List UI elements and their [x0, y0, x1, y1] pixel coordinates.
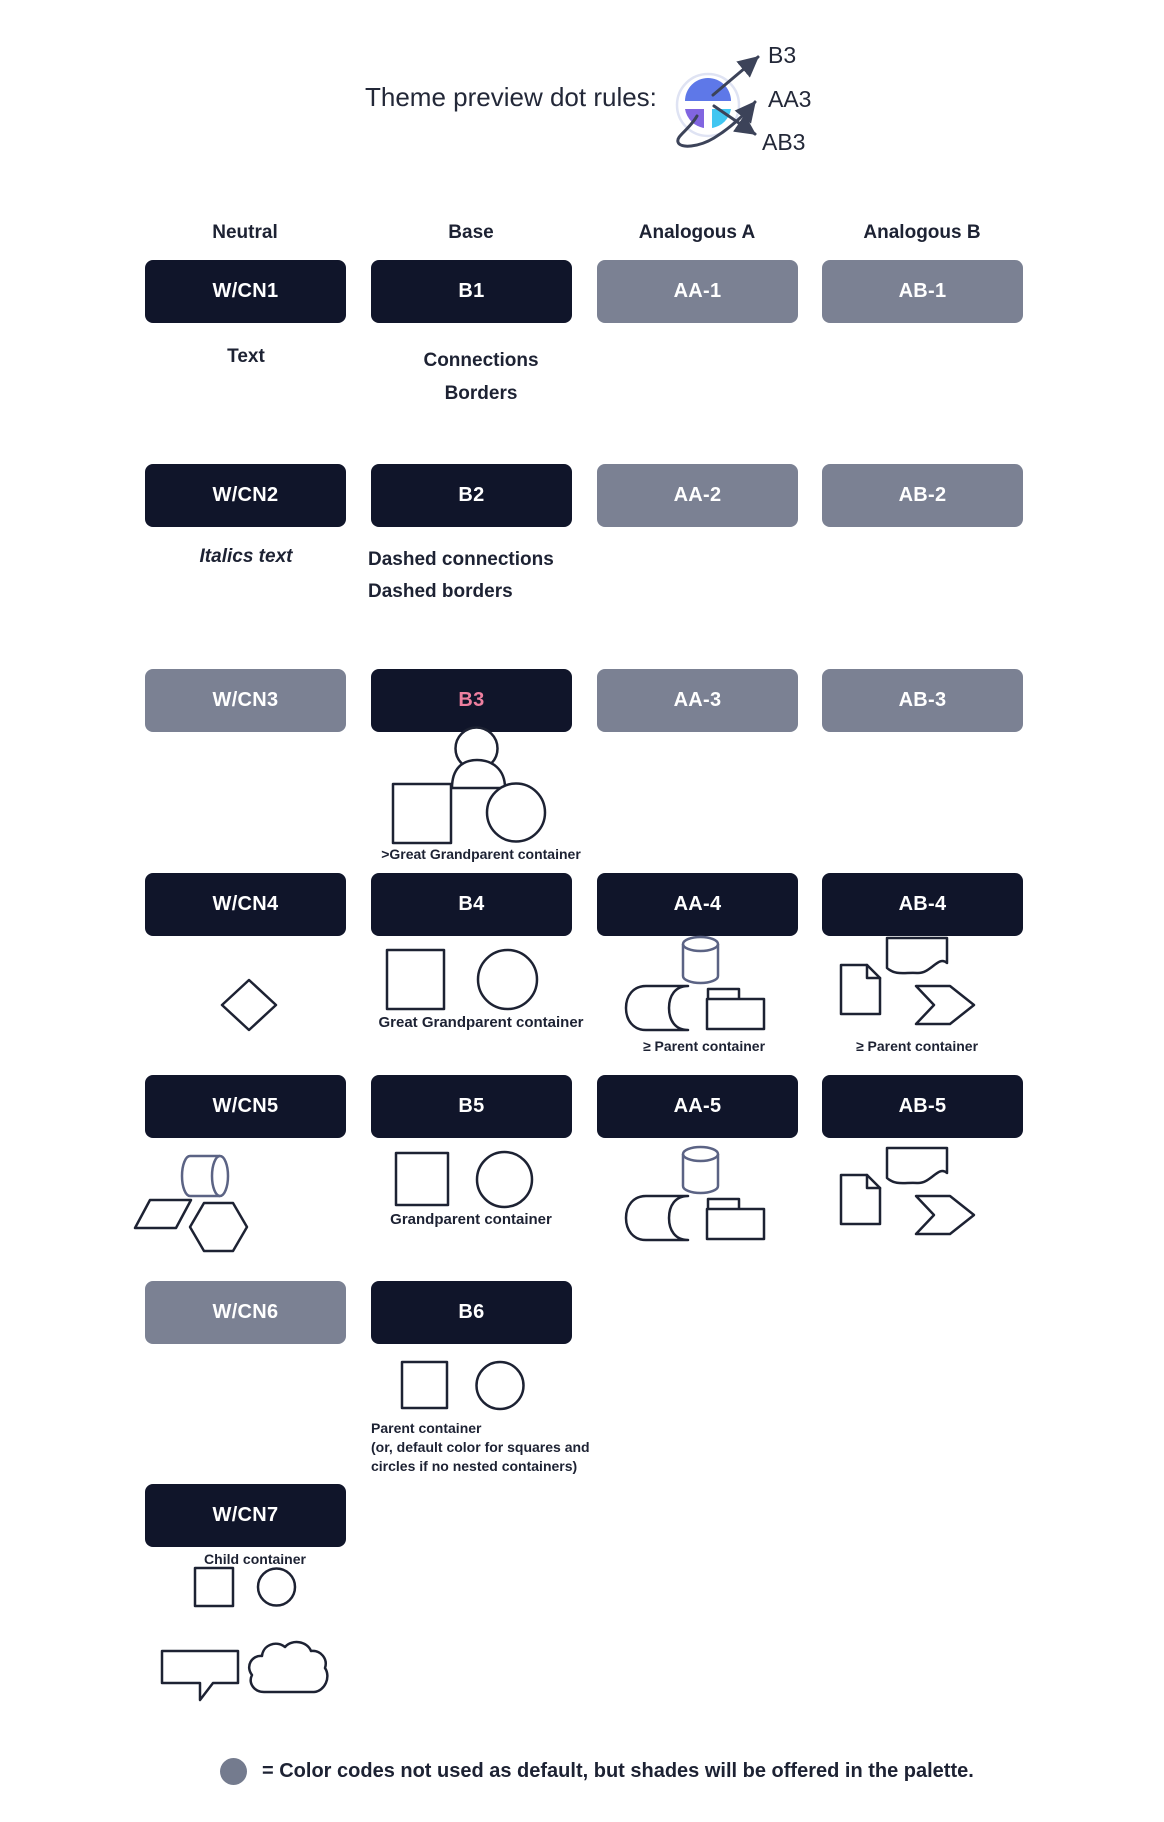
tab-icon-2	[708, 1199, 739, 1210]
caption-child-container: Child container	[204, 1551, 306, 1567]
cylinder-icon	[683, 944, 718, 983]
square-icon-wcn7	[195, 1568, 233, 1606]
swatch-b3: B3	[371, 669, 572, 732]
page-title: Theme preview dot rules:	[365, 82, 657, 112]
chevron-icon-2	[916, 1196, 974, 1234]
swatch-ab5: AB-5	[822, 1075, 1023, 1138]
stored-data-icon-2	[626, 1196, 688, 1240]
cloud-icon	[249, 1642, 327, 1692]
square-icon-b3	[393, 784, 451, 843]
horizontal-cylinder-cap-icon	[212, 1156, 228, 1196]
caption-great-grandparent: Great Grandparent container	[378, 1014, 584, 1031]
caption-dashed-connections: Dashed connections	[368, 549, 554, 570]
arrow-to-aa3	[678, 102, 755, 146]
arrow-to-b3	[713, 57, 758, 95]
swatch-aa4: AA-4	[597, 873, 798, 936]
horizontal-cylinder-icon	[182, 1156, 220, 1196]
swatch-b4: B4	[371, 873, 572, 936]
swatch-ab1: AB-1	[822, 260, 1023, 323]
caption-ge-parent-ab: ≥ Parent container	[855, 1038, 979, 1054]
swatch-b1: B1	[371, 260, 572, 323]
stored-data-icon	[626, 986, 688, 1030]
chevron-icon	[916, 986, 974, 1024]
caption-connections: Connections	[423, 350, 539, 371]
caption-text: Text	[227, 346, 265, 367]
diamond-icon	[222, 980, 276, 1030]
swatch-wcn5: W/CN5	[145, 1075, 346, 1138]
arrow-to-ab3	[714, 106, 755, 134]
dot-ring	[677, 74, 739, 136]
person-head-icon	[456, 728, 498, 770]
document-fold-icon	[867, 965, 880, 978]
caption-italics-text: Italics text	[199, 546, 293, 567]
wavy-document-icon	[887, 938, 947, 973]
caption-parent-line2: (or, default color for squares and	[371, 1439, 590, 1455]
caption-grandparent: Grandparent container	[390, 1211, 552, 1228]
speech-bubble-icon	[162, 1651, 238, 1700]
circle-icon-wcn7	[258, 1569, 295, 1606]
legend-text: = Color codes not used as default, but shades will be offered in the palette.	[262, 1760, 974, 1782]
swatch-aa5: AA-5	[597, 1075, 798, 1138]
tabbed-rect-icon	[707, 999, 764, 1029]
square-icon-b6	[402, 1362, 447, 1408]
dot-label-b3: B3	[768, 42, 797, 68]
square-icon-b5	[396, 1153, 448, 1205]
circle-icon-b3	[487, 784, 545, 842]
caption-borders: Borders	[444, 383, 518, 404]
person-shoulders-icon	[452, 760, 505, 788]
document-icon-2	[841, 1175, 880, 1224]
swatch-aa2: AA-2	[597, 464, 798, 527]
hexagon-icon	[190, 1203, 247, 1251]
swatch-b5: B5	[371, 1075, 572, 1138]
circle-icon-b4	[478, 950, 537, 1009]
tabbed-rect-icon-2	[707, 1209, 764, 1239]
swatch-wcn2: W/CN2	[145, 464, 346, 527]
swatch-ab2: AB-2	[822, 464, 1023, 527]
swatch-b2: B2	[371, 464, 572, 527]
swatch-aa3: AA-3	[597, 669, 798, 732]
swatch-aa1: AA-1	[597, 260, 798, 323]
circle-icon-b6	[477, 1362, 524, 1409]
swatch-ab3: AB-3	[822, 669, 1023, 732]
swatch-wcn3: W/CN3	[145, 669, 346, 732]
caption-dashed	[368, 544, 554, 608]
swatch-b6: B6	[371, 1281, 572, 1344]
dot-label-ab3: AB3	[762, 129, 806, 155]
caption-connections-borders	[423, 344, 538, 410]
circle-icon-b5	[477, 1152, 532, 1207]
dot-segment-top	[685, 78, 731, 101]
caption-parent	[371, 1419, 590, 1476]
wavy-document-icon-2	[887, 1148, 947, 1183]
column-header-analogous-b: Analogous B	[863, 222, 981, 243]
document-fold-icon-2	[867, 1175, 880, 1188]
caption-parent-line1: Parent container	[371, 1420, 482, 1436]
dot-label-aa3: AA3	[768, 86, 812, 112]
dot-segment-bottom-left	[685, 109, 704, 128]
column-header-analogous-a: Analogous A	[638, 222, 756, 243]
caption-parent-line3: circles if no nested containers)	[371, 1458, 578, 1474]
cylinder-top-icon	[683, 937, 718, 951]
swatch-wcn6: W/CN6	[145, 1281, 346, 1344]
swatch-wcn7: W/CN7	[145, 1484, 346, 1547]
caption-ge-parent-aa: ≥ Parent container	[642, 1038, 766, 1054]
legend-color-dot	[220, 1758, 247, 1785]
cylinder-top-icon-2	[683, 1147, 718, 1161]
caption-dashed-borders: Dashed borders	[368, 581, 513, 602]
square-icon-b4	[387, 950, 444, 1009]
parallelogram-icon	[135, 1200, 191, 1228]
caption-great-grandparent-gt: >Great Grandparent container	[381, 846, 581, 862]
column-header-neutral: Neutral	[212, 222, 278, 243]
tab-icon	[708, 989, 739, 1000]
swatch-wcn4: W/CN4	[145, 873, 346, 936]
column-header-base: Base	[448, 222, 494, 243]
swatch-wcn1: W/CN1	[145, 260, 346, 323]
swatch-ab4: AB-4	[822, 873, 1023, 936]
cylinder-icon-2	[683, 1154, 718, 1193]
dot-segment-bottom-right	[712, 109, 731, 128]
document-icon	[841, 965, 880, 1014]
